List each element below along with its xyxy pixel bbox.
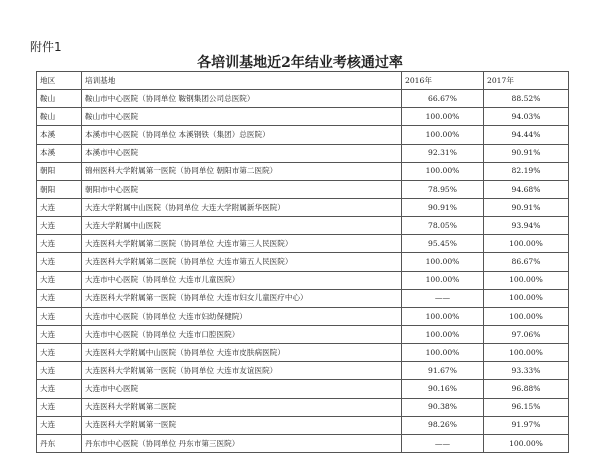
rate-2016-cell: 90.91% [402,198,484,216]
region-cell: 大连 [37,271,82,289]
rate-2017-cell: 93.33% [484,362,569,380]
region-cell: 大连 [37,289,82,307]
rate-2016-cell: 100.00% [402,253,484,271]
table-row [37,398,569,416]
training-base-cell: 丹东市中心医院（协同单位 丹东市第三医院） [82,434,402,452]
table-row [37,217,569,235]
header-training-base: 培训基地 [82,72,402,90]
rate-2016-cell: 98.26% [402,416,484,434]
document-title: 各培训基地近2年结业考核通过率 [197,55,403,71]
table-row [37,253,569,271]
rate-2016-cell: 66.67% [402,90,484,108]
region-cell: 本溪 [37,126,82,144]
rate-2017-cell: 88.52% [484,90,569,108]
table-row [37,344,569,362]
table-row [37,90,569,108]
region-cell: 鞍山 [37,108,82,126]
rate-2017-cell: 90.91% [484,144,569,162]
rate-2016-cell: 100.00% [402,307,484,325]
rate-2017-cell: 100.00% [484,271,569,289]
region-cell: 大连 [37,380,82,398]
table-body [37,90,569,453]
training-base-cell: 大连医科大学附属第二医院（协同单位 大连市第三人民医院） [82,235,402,253]
training-base-cell: 大连医科大学附属第二医院（协同单位 大连市第五人民医院） [82,253,402,271]
region-cell: 大连 [37,307,82,325]
rate-2017-cell: 100.00% [484,235,569,253]
rate-2017-cell: 94.44% [484,126,569,144]
training-base-cell: 锦州医科大学附属第一医院（协同单位 朝阳市第二医院） [82,162,402,180]
table-row [37,362,569,380]
rate-2017-cell: 86.67% [484,253,569,271]
region-cell: 大连 [37,235,82,253]
rate-2016-cell: 91.67% [402,362,484,380]
rate-2016-cell: 78.05% [402,217,484,235]
rate-2016-cell: 95.45% [402,235,484,253]
rate-2017-cell: 96.15% [484,398,569,416]
training-base-cell: 朝阳市中心医院 [82,180,402,198]
table-row [37,271,569,289]
rate-2017-cell: 94.68% [484,180,569,198]
rate-2017-cell: 97.06% [484,325,569,343]
region-cell: 大连 [37,325,82,343]
training-base-cell: 大连市中心医院 [82,380,402,398]
rate-2016-cell: 100.00% [402,271,484,289]
training-base-cell: 大连市中心医院（协同单位 大连市口腔医院） [82,325,402,343]
region-cell: 丹东 [37,434,82,452]
training-base-cell: 大连医科大学附属第一医院（协同单位 大连市妇女儿童医疗中心） [82,289,402,307]
table-row [37,108,569,126]
region-cell: 大连 [37,217,82,235]
region-cell: 鞍山 [37,90,82,108]
training-base-cell: 本溪市中心医院（协同单位 本溪钢铁（集团）总医院） [82,126,402,144]
training-base-cell: 鞍山市中心医院（协同单位 鞍钢集团公司总医院） [82,90,402,108]
training-base-cell: 大连医科大学附属第二医院 [82,398,402,416]
rate-2017-cell: 100.00% [484,434,569,452]
rate-2017-cell: 100.00% [484,307,569,325]
rate-2017-cell: 91.97% [484,416,569,434]
training-base-cell: 大连市中心医院（协同单位 大连市儿童医院） [82,271,402,289]
table-row [37,416,569,434]
table-row [37,235,569,253]
training-base-cell: 大连大学附属中山医院（协同单位 大连大学附属新华医院） [82,198,402,216]
attachment-label: 附件1 [30,40,62,54]
rate-2016-cell: 92.31% [402,144,484,162]
rate-2016-cell: 90.16% [402,380,484,398]
training-base-cell: 大连市中心医院（协同单位 大连市妇幼保健院） [82,307,402,325]
region-cell: 大连 [37,416,82,434]
header-2017: 2017年 [484,72,569,90]
rate-2017-cell: 82.19% [484,162,569,180]
rate-2016-cell: 100.00% [402,344,484,362]
region-cell: 朝阳 [37,162,82,180]
header-region: 地区 [37,72,82,90]
training-base-cell: 大连医科大学附属中山医院（协同单位 大连市皮肤病医院） [82,344,402,362]
table-row [37,180,569,198]
table-row [37,198,569,216]
pass-rate-table [36,71,569,453]
rate-2016-cell: —— [402,289,484,307]
rate-2017-cell: 93.94% [484,217,569,235]
rate-2017-cell: 100.00% [484,289,569,307]
rate-2017-cell: 100.00% [484,344,569,362]
rate-2017-cell: 96.88% [484,380,569,398]
region-cell: 大连 [37,198,82,216]
rate-2016-cell: 100.00% [402,108,484,126]
rate-2016-cell: —— [402,434,484,452]
region-cell: 大连 [37,253,82,271]
training-base-cell: 鞍山市中心医院 [82,108,402,126]
rate-2017-cell: 90.91% [484,198,569,216]
region-cell: 朝阳 [37,180,82,198]
table-row [37,162,569,180]
table-row [37,325,569,343]
rate-2017-cell: 94.03% [484,108,569,126]
table-header-row [37,72,569,90]
rate-2016-cell: 100.00% [402,325,484,343]
rate-2016-cell: 78.95% [402,180,484,198]
rate-2016-cell: 90.38% [402,398,484,416]
training-base-cell: 大连大学附属中山医院 [82,217,402,235]
rate-2016-cell: 100.00% [402,162,484,180]
table-row [37,289,569,307]
table-row [37,434,569,452]
region-cell: 大连 [37,398,82,416]
rate-2016-cell: 100.00% [402,126,484,144]
training-base-cell: 大连医科大学附属第一医院（协同单位 大连市友谊医院） [82,362,402,380]
table-row [37,380,569,398]
table-row [37,144,569,162]
region-cell: 大连 [37,344,82,362]
table-row [37,126,569,144]
region-cell: 大连 [37,362,82,380]
training-base-cell: 大连医科大学附属第一医院 [82,416,402,434]
region-cell: 本溪 [37,144,82,162]
header-2016: 2016年 [402,72,484,90]
training-base-cell: 本溪市中心医院 [82,144,402,162]
table-row [37,307,569,325]
